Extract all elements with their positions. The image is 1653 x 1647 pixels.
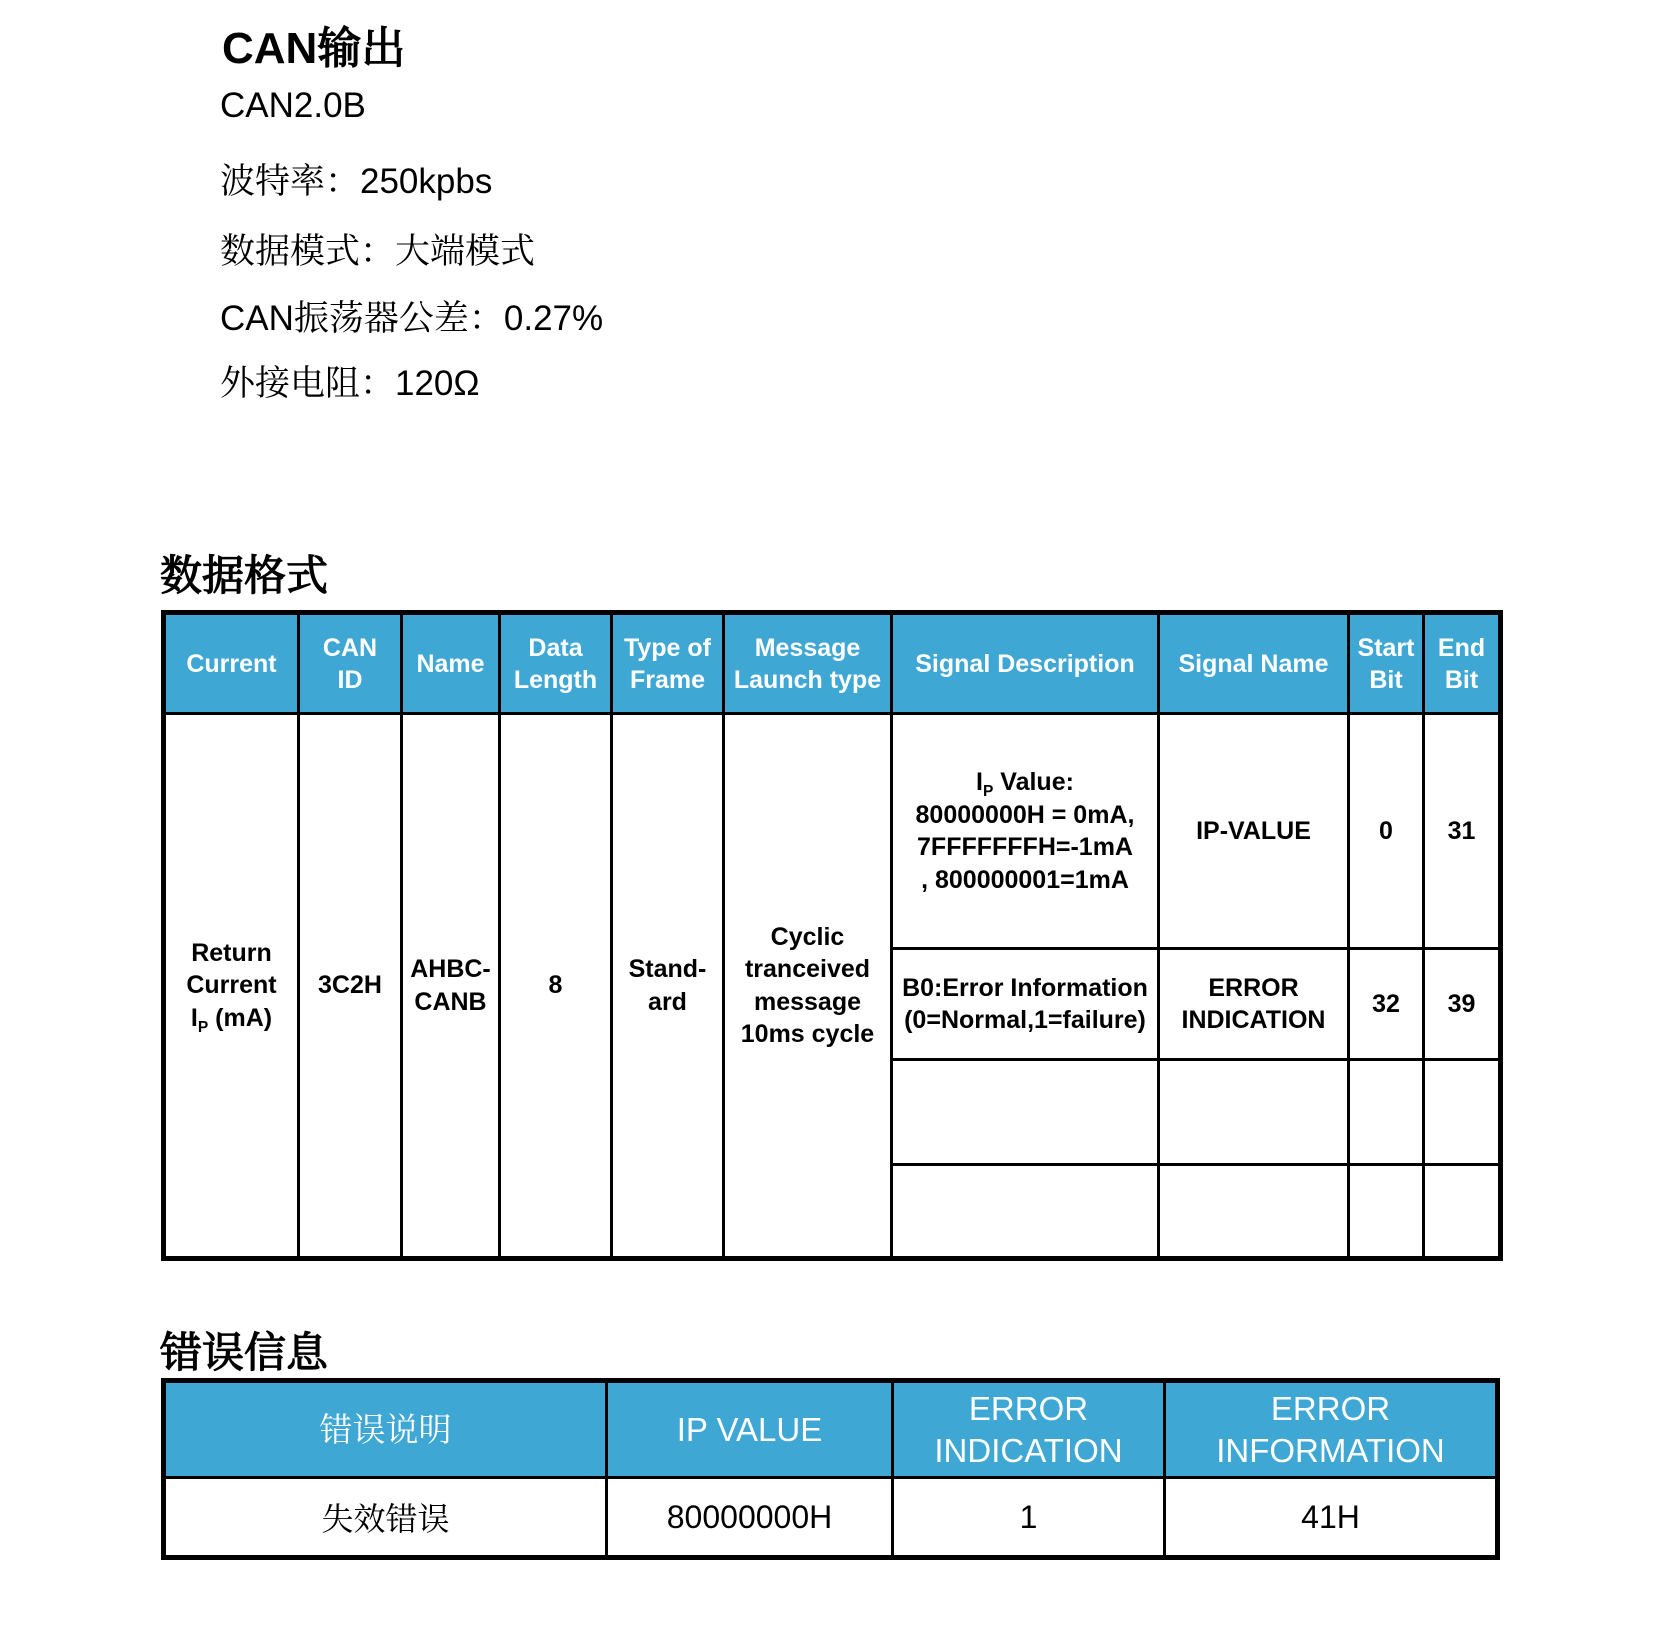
col-header-ip-value: IP VALUE — [607, 1381, 893, 1478]
intro-line-can-version: CAN2.0B — [220, 86, 366, 125]
col-header-signal-name: Signal Name — [1159, 613, 1349, 714]
cell-signal-name-4 — [1159, 1165, 1349, 1259]
col-header-error-information: ERROR INFORMATION — [1165, 1381, 1498, 1478]
cell-name: AHBC- CANB — [402, 714, 500, 1259]
cell-end-bit-4 — [1424, 1165, 1501, 1259]
table-header-row — [164, 1381, 1498, 1478]
section-heading-error-info: 错误信息 — [160, 1329, 329, 1376]
page-title: CAN输出 — [222, 24, 406, 73]
col-header-end-bit: End Bit — [1424, 613, 1501, 714]
cell-signal-name-3 — [1159, 1060, 1349, 1165]
data-format-table — [161, 610, 1503, 1261]
cell-signal-description-4 — [892, 1165, 1159, 1259]
col-header-can-id: CAN ID — [299, 613, 402, 714]
cell-signal-name-2: ERROR INDICATION — [1159, 949, 1349, 1060]
col-header-error-description: 错误说明 — [164, 1381, 607, 1478]
intro-line-baud-rate: 波特率：250kpbs — [220, 162, 493, 201]
section-heading-data-format: 数据格式 — [160, 552, 329, 599]
intro-line-osc-tolerance: CAN振荡器公差：0.27% — [220, 299, 604, 338]
cell-start-bit-4 — [1349, 1165, 1424, 1259]
cell-error-description: 失效错误 — [164, 1478, 607, 1558]
cell-start-bit-1: 0 — [1349, 714, 1424, 949]
cell-signal-name-1: IP-VALUE — [1159, 714, 1349, 949]
col-header-name: Name — [402, 613, 500, 714]
cell-signal-description-1: $I_P$ Value: 80000000H = 0mA, 7FFFFFFFH=-1mA , 800000001=1mA — [892, 714, 1159, 949]
intro-line-ext-resistor: 外接电阻：120Ω — [220, 364, 480, 403]
col-header-start-bit: Start Bit — [1349, 613, 1424, 714]
cell-can-id: 3C2H — [299, 714, 402, 1259]
cell-end-bit-2: 39 — [1424, 949, 1501, 1060]
cell-start-bit-2: 32 — [1349, 949, 1424, 1060]
col-header-data-length: Data Length — [500, 613, 612, 714]
intro-line-data-mode: 数据模式：大端模式 — [220, 232, 536, 271]
cell-current: Return Current $I_P$ (mA) — [164, 714, 299, 1259]
table-row — [164, 714, 1501, 949]
cell-data-length: 8 — [500, 714, 612, 1259]
col-header-frame-type: Type of Frame — [612, 613, 724, 714]
cell-error-information: 41H — [1165, 1478, 1498, 1558]
error-info-table — [161, 1378, 1500, 1560]
col-header-launch-type: Message Launch type — [724, 613, 892, 714]
cell-start-bit-3 — [1349, 1060, 1424, 1165]
cell-end-bit-3 — [1424, 1060, 1501, 1165]
cell-ip-value: 80000000H — [607, 1478, 893, 1558]
cell-signal-description-3 — [892, 1060, 1159, 1165]
table-row — [164, 1478, 1498, 1558]
cell-signal-description-2: B0:Error Information (0=Normal,1=failure) — [892, 949, 1159, 1060]
cell-launch-type: Cyclic tranceived message 10ms cycle — [724, 714, 892, 1259]
col-header-error-indication: ERROR INDICATION — [893, 1381, 1165, 1478]
col-header-signal-description: Signal Description — [892, 613, 1159, 714]
cell-frame-type: Stand- ard — [612, 714, 724, 1259]
cell-error-indication: 1 — [893, 1478, 1165, 1558]
table-header-row — [164, 613, 1501, 714]
cell-end-bit-1: 31 — [1424, 714, 1501, 949]
col-header-current: Current — [164, 613, 299, 714]
